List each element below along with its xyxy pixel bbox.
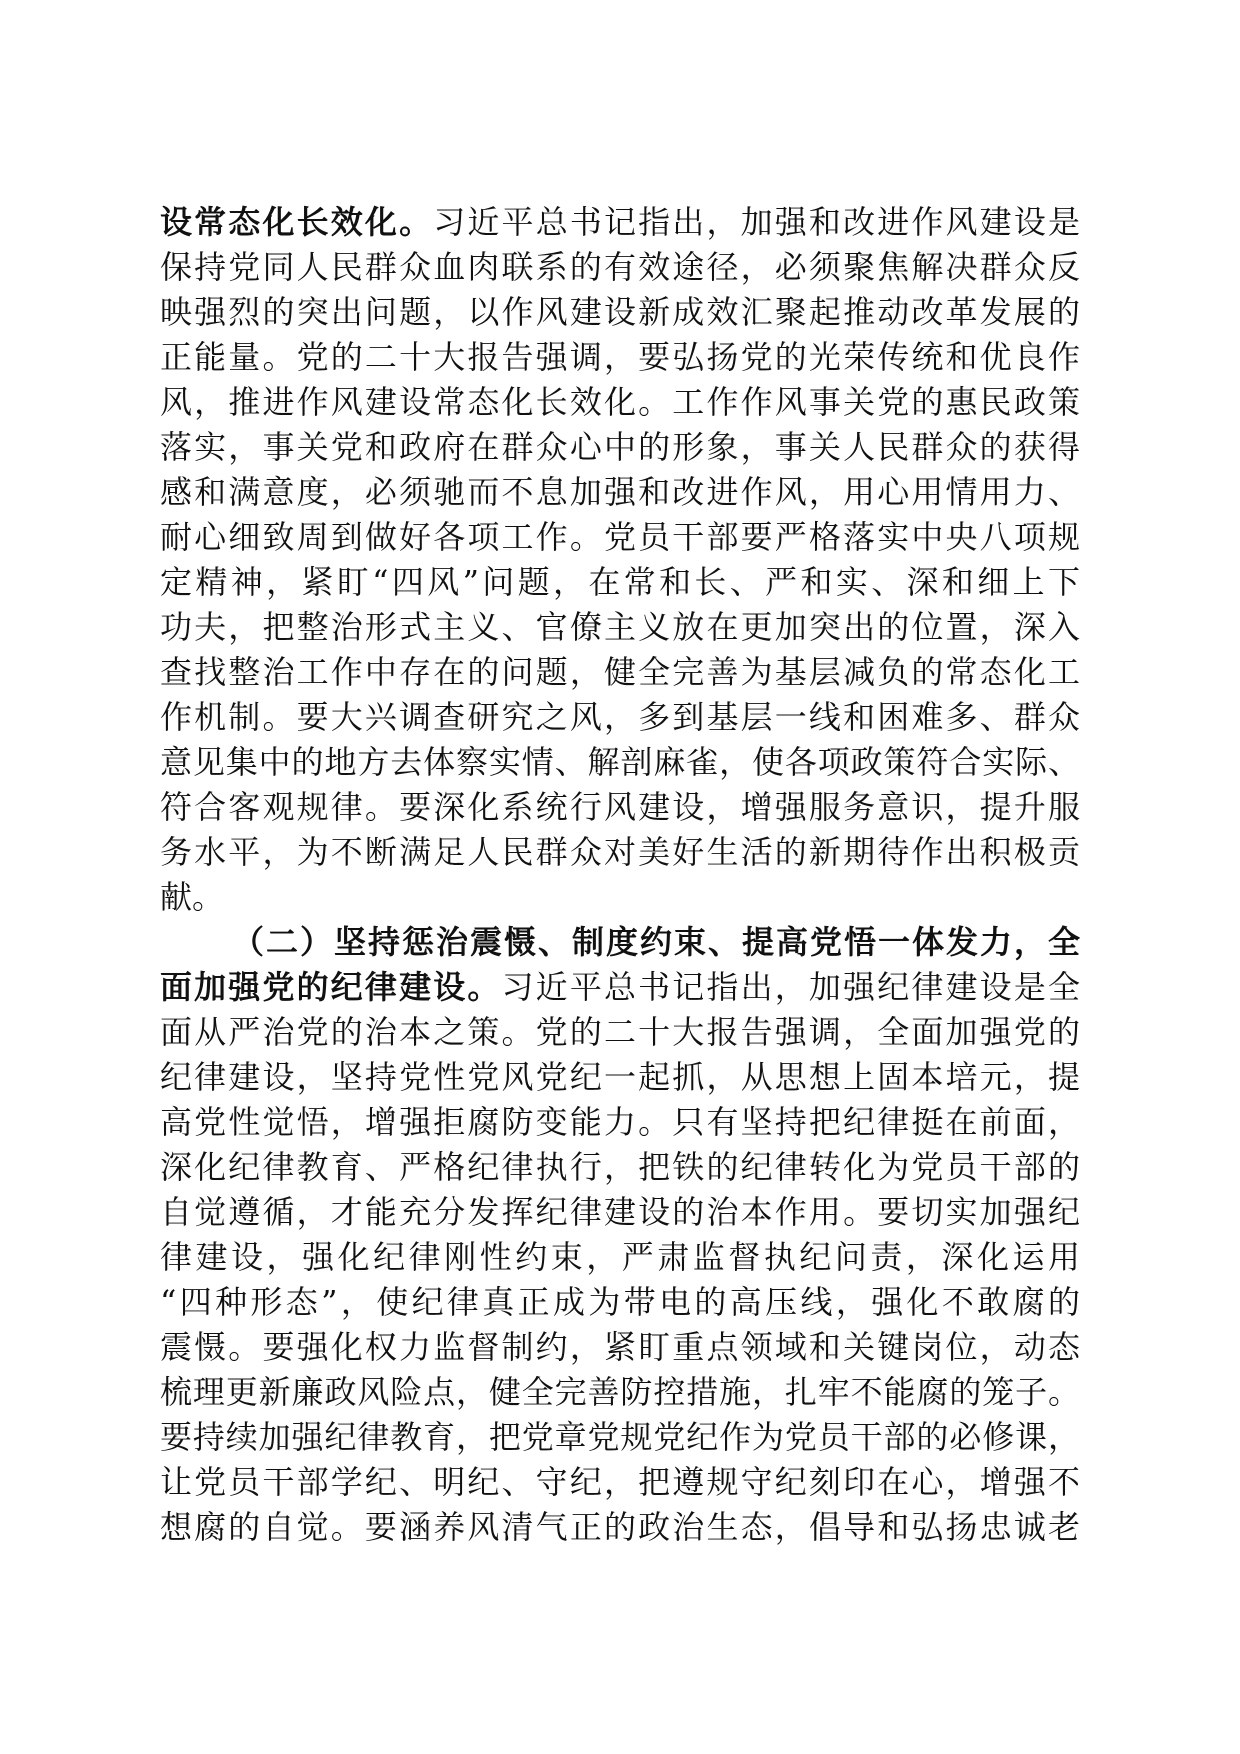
body-text bbox=[160, 200, 1080, 1550]
text-line: 律建设，强化纪律刚性约束，严肃监督执纪问责，深化运用 bbox=[160, 1238, 1080, 1276]
paragraph-style-section bbox=[160, 200, 1080, 920]
text-line: “四种形态”，使纪律真正成为带电的高压线，强化不敢腐的 bbox=[160, 1283, 1080, 1321]
text-line: 风，推进作风建设常态化长效化。工作作风事关党的惠民政策 bbox=[160, 383, 1080, 421]
text-line: 落实，事关党和政府在群众心中的形象，事关人民群众的获得 bbox=[160, 428, 1080, 466]
text-line: 要持续加强纪律教育，把党章党规党纪作为党员干部的必修课， bbox=[160, 1418, 1080, 1456]
text-line: 保持党同人民群众血肉联系的有效途径，必须聚焦解决群众反 bbox=[160, 248, 1080, 286]
text-line bbox=[160, 200, 1080, 245]
text-line: 纪律建设，坚持党性党风党纪一起抓，从思想上固本培元，提 bbox=[160, 1058, 1080, 1096]
text-line: 高党性觉悟，增强拒腐防变能力。只有坚持把纪律挺在前面， bbox=[160, 1103, 1080, 1141]
text-line: 耐心细致周到做好各项工作。党员干部要严格落实中央八项规 bbox=[160, 518, 1080, 556]
text-line: 震慑。要强化权力监督制约，紧盯重点领域和关键岗位，动态 bbox=[160, 1328, 1080, 1366]
text-line: 让党员干部学纪、明纪、守纪，把遵规守纪刻印在心，增强不 bbox=[160, 1463, 1080, 1501]
text-line: 符合客观规律。要深化系统行风建设，增强服务意识，提升服 bbox=[160, 788, 1080, 826]
text-line: 梳理更新廉政风险点，健全完善防控措施，扎牢不能腐的笼子。 bbox=[160, 1373, 1080, 1411]
text-line: 感和满意度，必须驰而不息加强和改进作风，用心用情用力、 bbox=[160, 473, 1080, 511]
paragraph-discipline-section bbox=[160, 920, 1080, 1550]
text-line: 献。 bbox=[160, 878, 225, 916]
text-span: 习近平总书记指出，加强纪律建设是全 bbox=[501, 968, 1080, 1006]
text-line: 功夫，把整治形式主义、官僚主义放在更加突出的位置，深入 bbox=[160, 608, 1080, 646]
text-line: 深化纪律教育、严格纪律执行，把铁的纪律转化为党员干部的 bbox=[160, 1148, 1080, 1186]
section-heading: （二）坚持惩治震慑、制度约束、提高党悟一体发力，全 bbox=[232, 923, 1080, 961]
text-line bbox=[160, 965, 1080, 1010]
text-line: 自觉遵循，才能充分发挥纪律建设的治本作用。要切实加强纪 bbox=[160, 1193, 1080, 1231]
section-heading-tail: 面加强党的纪律建设。 bbox=[160, 968, 502, 1006]
text-line: 面从严治党的治本之策。党的二十大报告强调，全面加强党的 bbox=[160, 1013, 1080, 1051]
text-span: 习近平总书记指出，加强和改进作风建设是 bbox=[433, 203, 1080, 241]
text-line: 作机制。要大兴调查研究之风，多到基层一线和困难多、群众 bbox=[160, 698, 1080, 736]
text-line: 正能量。党的二十大报告强调，要弘扬党的光荣传统和优良作 bbox=[160, 338, 1080, 376]
text-line: 定精神，紧盯“四风”问题，在常和长、严和实、深和细上下 bbox=[160, 563, 1080, 601]
text-line: 映强烈的突出问题，以作风建设新成效汇聚起推动改革发展的 bbox=[160, 293, 1080, 331]
text-line: 查找整治工作中存在的问题，健全完善为基层减负的常态化工 bbox=[160, 653, 1080, 691]
text-line: 意见集中的地方去体察实情、解剖麻雀，使各项政策符合实际、 bbox=[160, 743, 1080, 781]
text-line: 务水平，为不断满足人民群众对美好生活的新期待作出积极贡 bbox=[160, 833, 1080, 871]
text-line: 想腐的自觉。要涵养风清气正的政治生态，倡导和弘扬忠诚老 bbox=[160, 1508, 1080, 1546]
section-heading-tail: 设常态化长效化。 bbox=[160, 203, 434, 241]
